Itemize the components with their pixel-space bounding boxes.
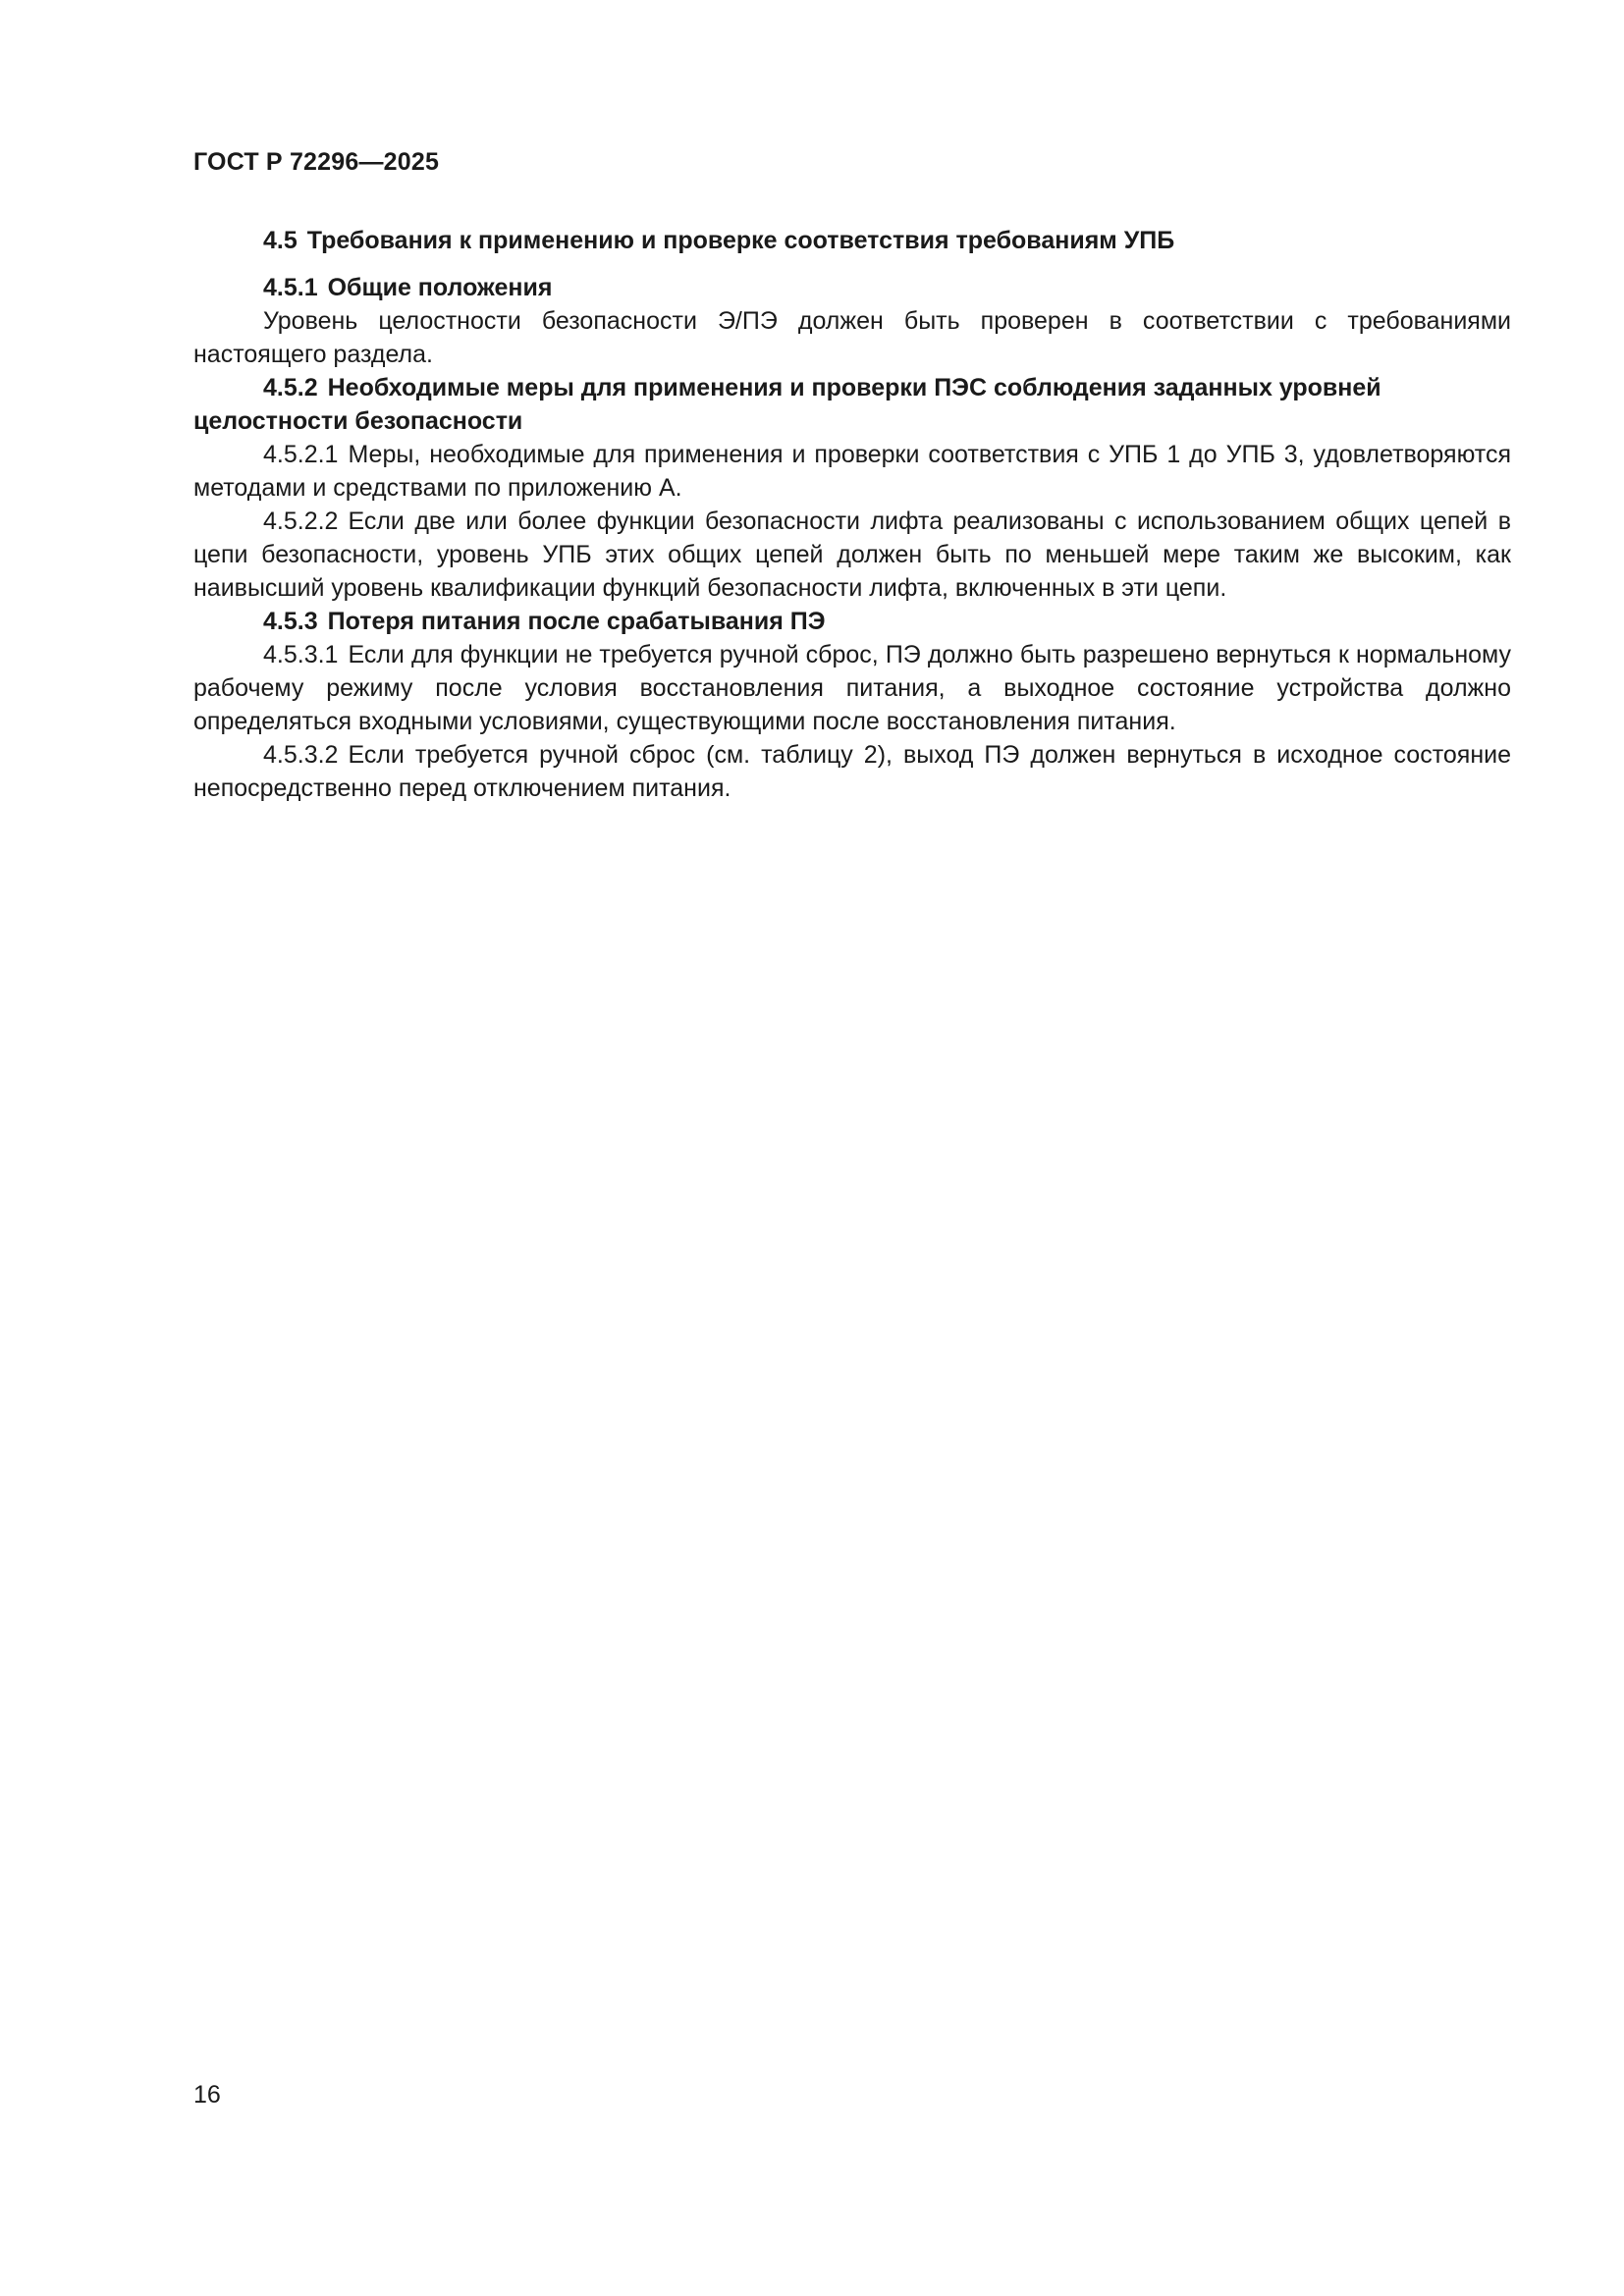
section-title: Общие положения <box>327 274 553 301</box>
section-number: 4.5 <box>263 227 298 254</box>
section-4-5-heading <box>193 224 1511 257</box>
paragraph-number: 4.5.2.1 <box>263 441 339 468</box>
section-title: Требования к применению и проверке соответствия требованиям УПБ <box>306 227 1175 254</box>
document-body <box>193 224 1511 805</box>
document-header: ГОСТ Р 72296—2025 <box>193 148 440 176</box>
paragraph-text: Если две или более функции безопасности лифта реализованы с использованием общих цепей в цепи безопасности, уровень УПБ этих общих цепей должен быть по меньшей мере таким же высоким, как наивысший уровень квалификации функций безопасности лифта, включенных в эти цепи. <box>193 507 1511 602</box>
section-number: 4.5.1 <box>263 274 318 301</box>
section-title: Необходимые меры для применения и проверки ПЭС соблюдения заданных уровней целостности безопасности <box>193 374 1381 435</box>
paragraph-number: 4.5.3.1 <box>263 641 339 668</box>
section-number: 4.5.2 <box>263 374 318 401</box>
section-4-5-3-1-paragraph <box>193 638 1511 738</box>
section-title: Потеря питания после срабатывания ПЭ <box>327 608 826 635</box>
section-4-5-1-text: Уровень целостности безопасности Э/ПЭ должен быть проверен в соответствии с требованиями настоящего раздела. <box>193 307 1511 368</box>
paragraph-number: 4.5.2.2 <box>263 507 339 535</box>
paragraph-text: Меры, необходимые для применения и проверки соответствия с УПБ 1 до УПБ 3, удовлетворяются методами и средствами по приложению А. <box>193 441 1511 502</box>
section-4-5-3-heading <box>193 605 1511 638</box>
paragraph-text: Если требуется ручной сброс (см. таблицу 2), выход ПЭ должен вернуться в исходное состояние непосредственно перед отключением питания. <box>193 741 1511 802</box>
section-4-5-2-1-paragraph <box>193 438 1511 505</box>
section-number: 4.5.3 <box>263 608 318 635</box>
section-4-5-2-heading <box>193 371 1511 438</box>
section-4-5-3-2-paragraph <box>193 738 1511 805</box>
section-4-5-2-2-paragraph <box>193 505 1511 605</box>
paragraph-number: 4.5.3.2 <box>263 741 339 769</box>
page-number: 16 <box>193 2081 221 2109</box>
section-4-5-1-heading <box>193 271 1511 304</box>
paragraph-text: Если для функции не требуется ручной сброс, ПЭ должно быть разрешено вернуться к нормальному рабочему режиму после условия восстановления питания, а выходное состояние устройства должно определяться входными условиями, существующими после восстановления питания. <box>193 641 1511 735</box>
